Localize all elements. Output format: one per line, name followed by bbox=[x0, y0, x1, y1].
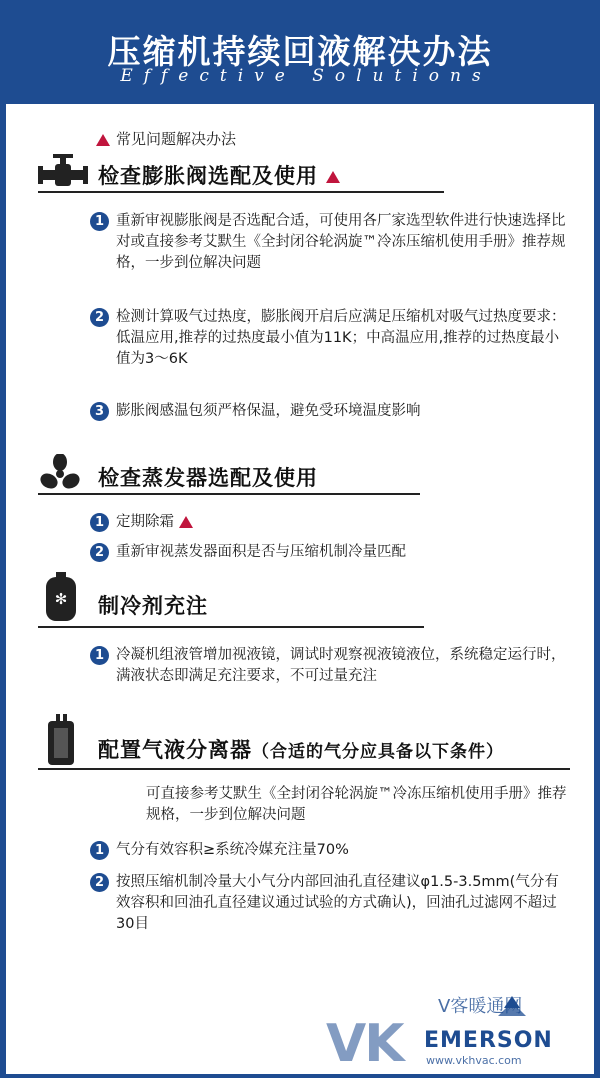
section-title-text: 配置气液分离器 bbox=[98, 738, 252, 762]
item-text: 膨胀阀感温包须严格保温，避免受环境温度影响 bbox=[116, 403, 421, 419]
section-intro: 可直接参考艾默生《全封闭谷轮涡旋™冷冻压缩机使用手册》推荐规格，一步到位解决问题 bbox=[146, 786, 567, 823]
page-title: 压缩机持续回液解决办法 bbox=[107, 32, 493, 71]
warning-triangle-icon bbox=[96, 134, 110, 146]
list-item bbox=[94, 872, 570, 935]
watermark-logo bbox=[326, 990, 586, 1074]
section-title-note: （合适的气分应具备以下条件） bbox=[252, 742, 504, 762]
separator-icon bbox=[46, 714, 76, 766]
section-divider bbox=[38, 191, 444, 193]
item-text: 冷凝机组液管增加视液镜，调试时观察视液镜液位，系统稳定运行时，满液状态即满足充注要求，不可过量充注 bbox=[116, 647, 566, 684]
section-title bbox=[98, 734, 504, 764]
number-badge: 1 bbox=[90, 841, 109, 860]
section-divider bbox=[38, 768, 570, 770]
note-text: 常见问题解决办法 bbox=[116, 130, 237, 148]
number-badge: 1 bbox=[90, 212, 109, 231]
content-panel bbox=[6, 104, 594, 1074]
section-title: 制冷剂充注 bbox=[98, 594, 208, 618]
list-item bbox=[94, 542, 570, 563]
list-item bbox=[94, 840, 570, 861]
number-badge: 2 bbox=[90, 308, 109, 327]
list-item bbox=[94, 401, 570, 422]
item-text: 重新审视蒸发器面积是否与压缩机制冷量匹配 bbox=[116, 544, 406, 560]
number-badge: 1 bbox=[90, 513, 109, 532]
list-item bbox=[94, 645, 570, 687]
warning-triangle-icon bbox=[179, 516, 193, 528]
refrigerant-cylinder-icon bbox=[44, 572, 78, 622]
section-divider bbox=[38, 626, 424, 628]
item-text: 定期除霜 bbox=[116, 514, 174, 530]
item-text: 按照压缩机制冷量大小气分内部回油孔直径建议φ1.5-3.5mm(气分有效容积和回油孔直径建议通过试验的方式确认)，回油孔过滤网不超过30目 bbox=[116, 874, 559, 932]
logo-text: EMERSON bbox=[424, 1028, 553, 1053]
number-badge: 3 bbox=[90, 402, 109, 421]
number-badge: 2 bbox=[90, 543, 109, 562]
list-item bbox=[94, 512, 570, 533]
item-text: 检测计算吸气过热度，膨胀阀开启后应满足压缩机对吸气过热度要求：低温应用,推荐的过热度最小值为11K；中高温应用,推荐的过热度最小值为3～6K bbox=[116, 309, 566, 367]
item-text: 气分有效容积≥系统冷媒充注量70% bbox=[116, 842, 349, 858]
number-badge: 2 bbox=[90, 873, 109, 892]
watermark-site: V客暖通网 bbox=[438, 996, 523, 1017]
page-subtitle: Effective Solutions bbox=[120, 66, 492, 86]
watermark-brand: VK bbox=[326, 1014, 403, 1074]
note bbox=[96, 128, 236, 149]
section-title: 检查蒸发器选配及使用 bbox=[98, 466, 318, 490]
section-divider bbox=[38, 493, 420, 495]
list-item bbox=[94, 307, 570, 370]
section-title-text: 检查膨胀阀选配及使用 bbox=[98, 164, 318, 188]
svg-text:✻: ✻ bbox=[54, 590, 68, 608]
fan-icon bbox=[38, 454, 82, 494]
section-title bbox=[98, 160, 346, 190]
header-banner bbox=[0, 0, 600, 104]
watermark-url: www.vkhvac.com bbox=[426, 1054, 522, 1067]
item-text: 重新审视膨胀阀是否选配合适，可使用各厂家选型软件进行快速选择比对或直接参考艾默生《全封闭谷轮涡旋™冷冻压缩机使用手册》推荐规格，一步到位解决问题 bbox=[116, 213, 566, 271]
warning-triangle-icon bbox=[326, 171, 340, 183]
list-item bbox=[94, 211, 570, 274]
valve-icon bbox=[38, 154, 88, 190]
number-badge: 1 bbox=[90, 646, 109, 665]
